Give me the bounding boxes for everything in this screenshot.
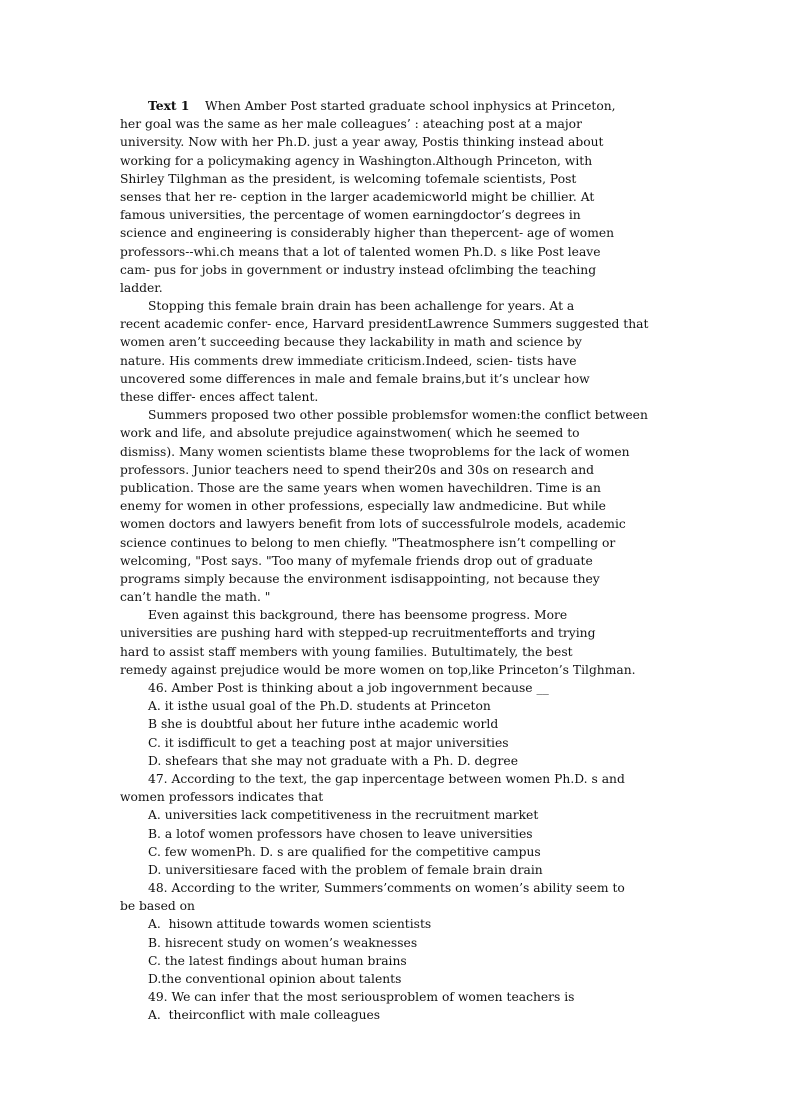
question-49-option-a: A. theirconflict with male colleagues: [148, 1008, 381, 1023]
passage-line: uncovered some differences in male and female brains,but it’s unclear how: [120, 371, 590, 386]
question-47-option-b: B. a lotof women professors have chosen to leave universities: [148, 826, 533, 841]
passage-line: hard to assist staff members with young families. Butultimately, the best: [120, 644, 573, 659]
question-48-option-a: A. hisown attitude towards women scientists: [148, 917, 432, 932]
passage-line: senses that her re- ception in the larger academicworld might be chillier. At: [120, 189, 595, 204]
passage-line: professors--whi.ch means that a lot of talented women Ph.D. s like Post leave: [120, 244, 601, 259]
passage-line: these differ- ences affect talent.: [120, 390, 319, 404]
question-46-option-c: C. it isdifficult to get a teaching post at major universities: [148, 735, 509, 750]
question-46-option-a: A. it isthe usual goal of the Ph.D. students at Princeton: [148, 699, 491, 714]
passage-line: science continues to belong to men chiefly. "Theatmosphere isn’t compelling or: [120, 535, 616, 550]
passage-line: work and life, and absolute prejudice againstwomen( which he seemed to: [120, 426, 580, 441]
question-47-stem-cont: women professors indicates that: [120, 790, 324, 805]
question-47-option-a: A. universities lack competitiveness in the recruitment market: [148, 808, 539, 823]
passage-line: Even against this background, there has beensome progress. More: [148, 608, 568, 623]
question-47-stem: 47. According to the text, the gap inpercentage between women Ph.D. s and: [148, 771, 625, 786]
question-48-option-d: D.the conventional opinion about talents: [148, 972, 402, 986]
question-46-stem: 46. Amber Post is thinking about a job ingovernment because __: [148, 681, 549, 695]
passage-line: her goal was the same as her male colleagues’ : ateaching post at a major: [120, 117, 582, 132]
question-46-option-b: B she is doubtful about her future inthe academic world: [148, 717, 499, 732]
question-48-stem-cont: be based on: [120, 899, 195, 914]
question-48-stem: 48. According to the writer, Summers’comments on women’s ability seem to: [148, 881, 625, 896]
question-48-option-b: B. hisrecent study on women’s weaknesses: [148, 935, 418, 950]
passage-line: working for a policymaking agency in Washington.Although Princeton, with: [120, 153, 593, 168]
passage-line: Stopping this female brain drain has been achallenge for years. At a: [148, 299, 575, 314]
question-46-option-d: D. shefears that she may not graduate with a Ph. D. degree: [148, 753, 518, 768]
passage-line: nature. His comments drew immediate criticism.Indeed, scien- tists have: [120, 353, 577, 368]
passage-line: publication. Those are the same years when women havechildren. Time is an: [120, 480, 601, 495]
passage-line: professors. Junior teachers need to spend their20s and 30s on research and: [120, 462, 595, 477]
passage-line: remedy against prejudice would be more women on top,like Princeton’s Tilghman.: [120, 662, 636, 677]
passage-line: programs simply because the environment isdisappointing, not because they: [120, 571, 600, 586]
question-48-option-c: C. the latest findings about human brains: [148, 953, 407, 968]
question-47-option-d: D. universitiesare faced with the problem of female brain drain: [148, 862, 543, 877]
passage-line: women doctors and lawyers benefit from lots of successfulrole models, academic: [120, 517, 626, 532]
question-47-option-c: C. few womenPh. D. s are qualified for the competitive campus: [148, 844, 541, 859]
passage-line: enemy for women in other professions, especially law andmedicine. But while: [120, 499, 606, 514]
document-body: [120, 97, 668, 1025]
passage-line: dismiss). Many women scientists blame these twoproblems for the lack of women: [120, 444, 630, 459]
passage-line: Shirley Tilghman as the president, is welcoming tofemale scientists, Post: [120, 171, 577, 186]
passage-line: science and engineering is considerably higher than thepercent- age of women: [120, 226, 615, 241]
passage-line: women aren’t succeeding because they lackability in math and science by: [120, 335, 582, 350]
passage-line: famous universities, the percentage of women earningdoctor’s degrees in: [120, 208, 581, 223]
question-49-stem: 49. We can infer that the most seriousproblem of women teachers is: [148, 990, 575, 1005]
passage-line: Summers proposed two other possible problemsfor women:the conflict between: [148, 408, 648, 423]
passage-first-line: [120, 97, 668, 115]
passage-line: welcoming, "Post says. "Too many of myfemale friends drop out of graduate: [120, 553, 593, 568]
passage-line: cam- pus for jobs in government or industry instead ofclimbing the teaching: [120, 262, 597, 277]
passage-line: university. Now with her Ph.D. just a year away, Postis thinking instead about: [120, 135, 604, 150]
passage-line: can’t handle the math. ": [120, 590, 271, 605]
passage-line: ladder.: [120, 280, 163, 295]
passage-heading: Text 1: [148, 98, 190, 113]
passage-line: recent academic confer- ence, Harvard presidentLawrence Summers suggested that: [120, 317, 649, 332]
passage-text: When Amber Post started graduate school inphysics at Princeton,: [189, 99, 616, 113]
passage-line: universities are pushing hard with stepped-up recruitmentefforts and trying: [120, 626, 596, 641]
